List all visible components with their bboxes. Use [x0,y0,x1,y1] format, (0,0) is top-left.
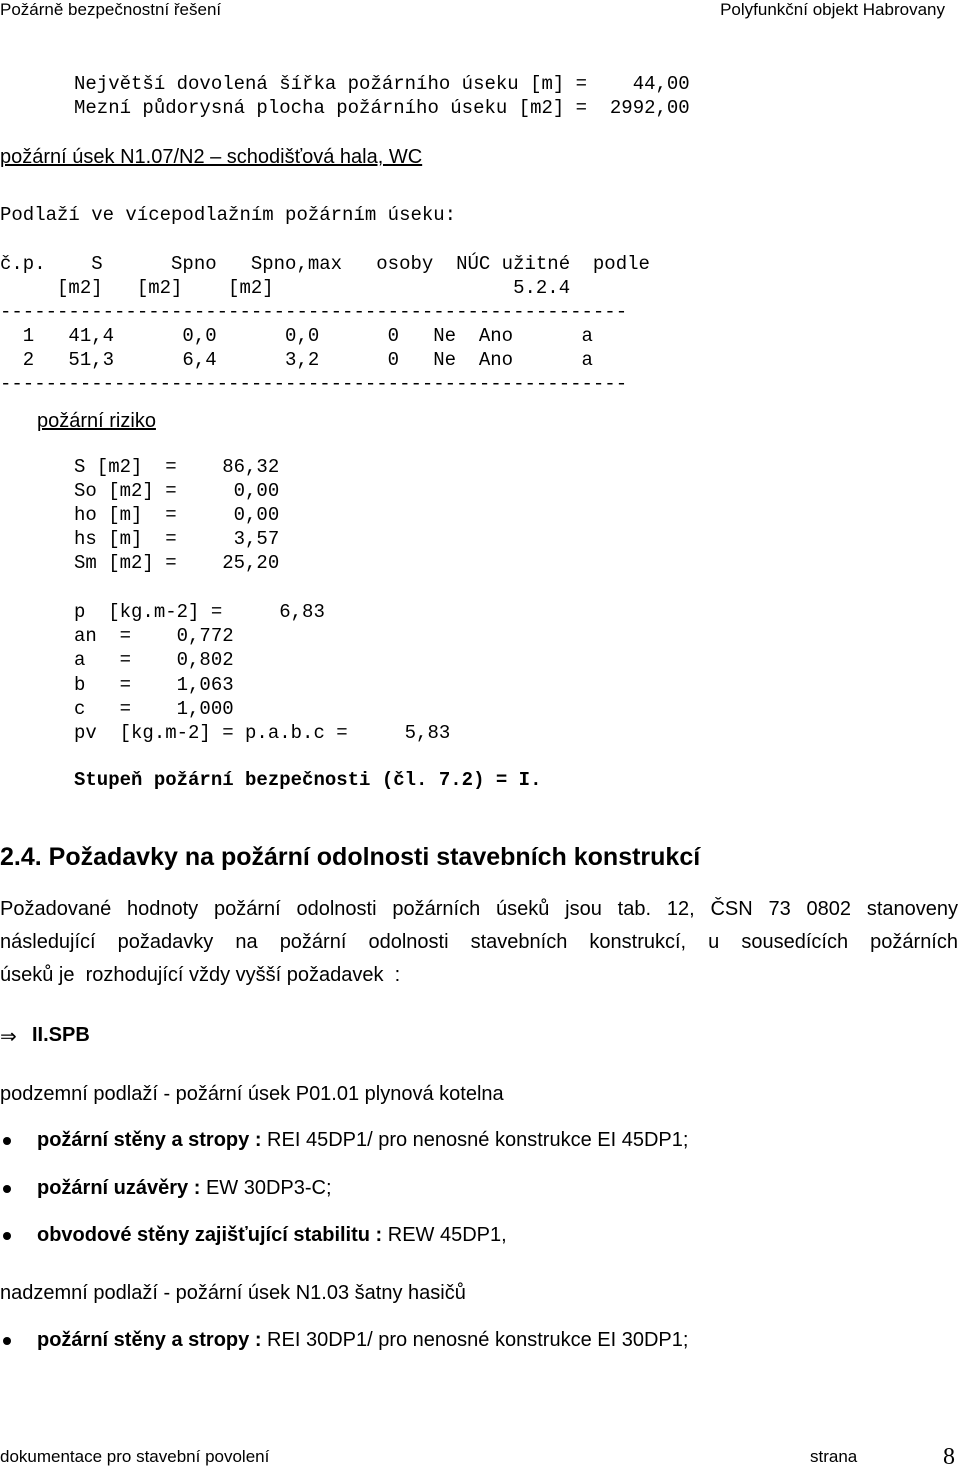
coef-value: p [kg.m-2] = 6,83 [74,601,325,623]
bullet-icon [3,1232,11,1240]
page-number: 8 [943,1444,955,1470]
header-left: Požárně bezpečnostní řešení [0,0,222,19]
coef-value: a = 0,802 [74,649,234,671]
requirement-value: REI 30DP1/ pro nenosné konstrukce EI 30DP1; [261,1329,689,1351]
requirement-value: REW 45DP1, [382,1224,507,1246]
table-header-row: č.p. S Spno Spno,max osoby NÚC užitné podle [0,253,650,275]
risk-heading: požární riziko [37,410,156,432]
coef-value: b = 1,063 [74,674,234,696]
table-divider: ------------------------------------------------------- [0,373,628,395]
risk-value: Sm [m2] = 25,20 [74,552,280,574]
table-row: 2 51,3 6,4 3,2 0 Ne Ano a [0,349,593,371]
risk-value: ho [m] = 0,00 [74,504,280,526]
paragraph-line: následující požadavky na požární odolnosti stavebních konstrukcí, u sousedících požárních [0,931,958,953]
requirement-item [37,1329,688,1352]
risk-value: hs [m] = 3,57 [74,528,280,550]
bullet-icon [3,1337,11,1345]
footer-strana-label: strana [810,1447,858,1466]
floors-intro: Podlaží ve vícepodlažním požárním úseku: [0,204,457,226]
paragraph-line: úseků je rozhodující vždy vyšší požadavek : [0,964,401,986]
requirement-item [37,1224,507,1247]
paragraph-line: Požadované hodnoty požární odolnosti požárních úseků jsou tab. 12, ČSN 73 0802 stanoveny [0,898,958,920]
footer-left: dokumentace pro stavební povolení [0,1447,270,1466]
requirement-label: obvodové stěny zajišťující stabilitu : [37,1224,383,1246]
section-heading: požární úsek N1.07/N2 – schodišťová hala, WC [0,146,423,168]
summary-line: Největší dovolená šířka požárního úseku [m] = 44,00 [74,73,690,95]
coef-value: pv [kg.m-2] = p.a.b.c = 5,83 [74,722,451,744]
requirement-value: EW 30DP3-C; [200,1177,332,1199]
fire-safety-degree: Stupeň požární bezpečnosti (čl. 7.2) = I. [74,769,542,791]
table-divider: ------------------------------------------------------- [0,301,628,323]
chapter-heading: 2.4. Požadavky na požární odolnosti stavebních konstrukcí [0,843,701,871]
requirement-label: požární stěny a stropy : [37,1129,262,1151]
bullet-icon [3,1137,11,1145]
table-header-units: [m2] [m2] [m2] 5.2.4 [0,277,571,299]
requirement-label: požární stěny a stropy : [37,1329,262,1351]
spb-label: II.SPB [32,1024,90,1046]
risk-value: S [m2] = 86,32 [74,456,280,478]
underground-title: podzemní podlaží - požární úsek P01.01 plynová kotelna [0,1083,504,1105]
aboveground-title: nadzemní podlaží - požární úsek N1.03 šatny hasičů [0,1282,466,1304]
header-right: Polyfunkční objekt Habrovany [720,0,945,19]
bullet-icon [3,1185,11,1193]
requirement-value: REI 45DP1/ pro nenosné konstrukce EI 45DP1; [261,1129,689,1151]
implies-arrow-icon: ⇒ [0,1026,17,1048]
coef-value: an = 0,772 [74,625,234,647]
requirement-item [37,1129,688,1152]
risk-value: So [m2] = 0,00 [74,480,280,502]
requirement-label: požární uzávěry : [37,1177,201,1199]
coef-value: c = 1,000 [74,698,234,720]
requirement-item [37,1177,332,1200]
table-row: 1 41,4 0,0 0,0 0 Ne Ano a [0,325,593,347]
summary-line: Mezní půdorysná plocha požárního úseku [m2] = 2992,00 [74,97,690,119]
